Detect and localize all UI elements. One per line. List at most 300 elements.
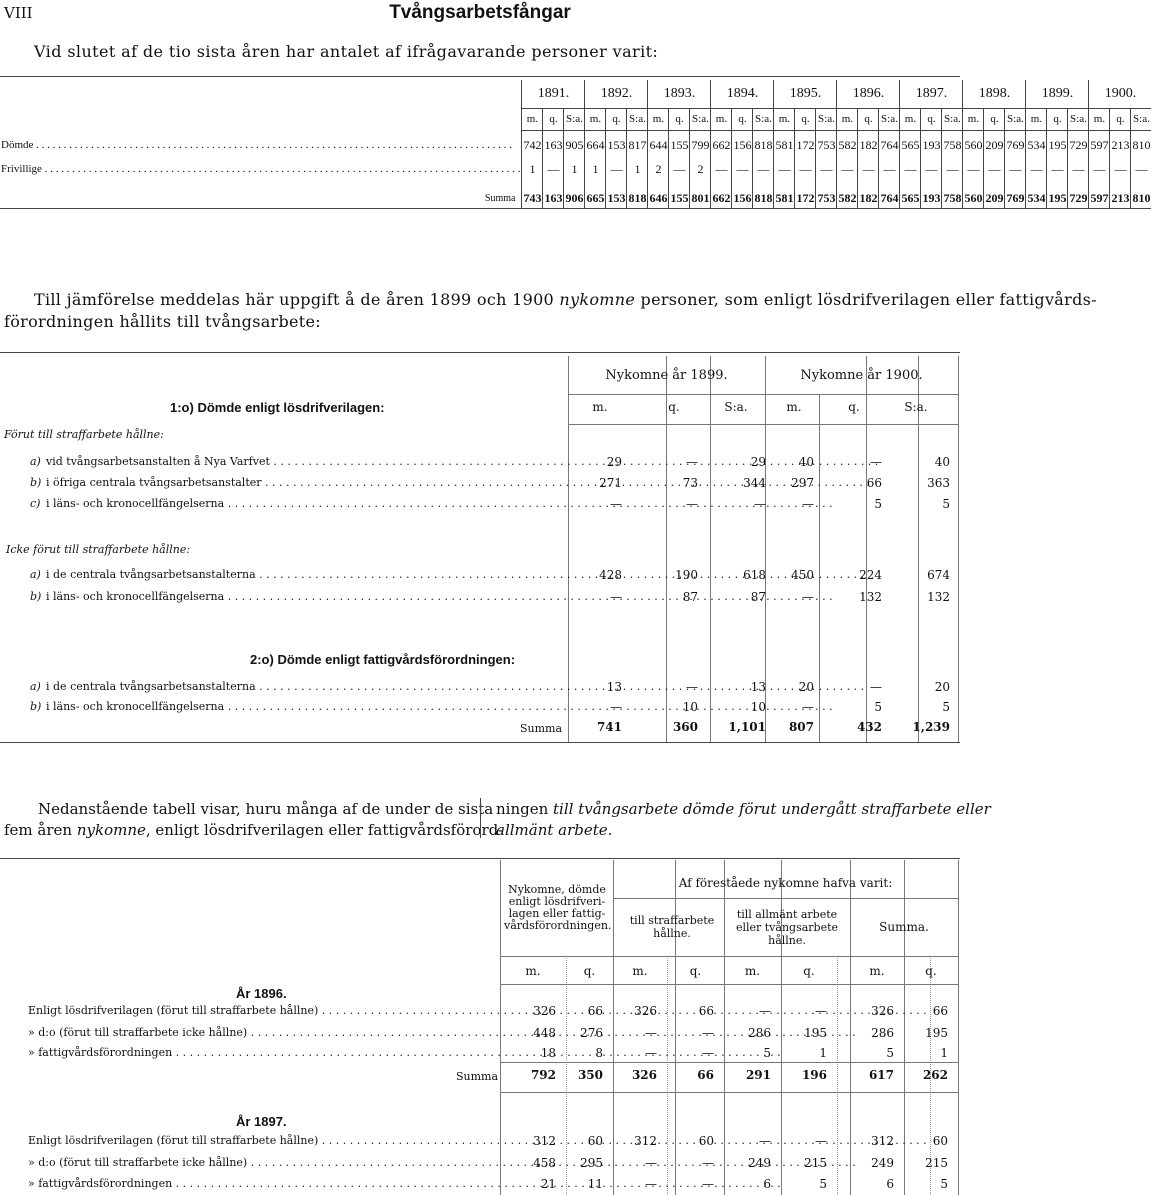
value-cell: — [645,1046,657,1060]
table-row [0,190,1151,208]
value-cell: 905 [564,130,585,160]
year-cell: 1896. [837,80,900,108]
value-cell: 286 [748,1026,771,1040]
value-cell: — [900,160,921,178]
value-cell: 182 [858,190,879,208]
value-cell: 209 [984,130,1005,160]
value-cell: 674 [927,568,950,582]
value-cell: 5 [874,497,882,511]
value-cell: 597 [1089,130,1110,160]
row-label [46,680,566,693]
header-straff: till straffarbete hållne. [629,914,715,940]
summa-cell: 326 [631,1068,657,1082]
value-cell: 769 [1005,130,1026,160]
value-cell: 729 [1068,190,1089,208]
row-tag: a) [30,680,41,693]
value-cell: 312 [533,1134,556,1148]
subheader-cell: S:a. [753,108,774,130]
value-cell: — [1005,160,1026,178]
year-cell: 1897. [900,80,963,108]
value-cell: 818 [753,190,774,208]
subheader-cell: S:a. [816,108,837,130]
value-cell: 10 [750,700,766,714]
header-nykomne: Nykomne, dömde enligt lösdrifveri-lagen eller fattig-vårdsförordningen. [504,883,612,932]
header-summa: Summa. [879,920,929,934]
value-cell: — [610,700,622,714]
value-cell: 662 [711,190,732,208]
value-cell: 743 [522,190,543,208]
value-cell: 644 [648,130,669,160]
summa-rule [500,1092,958,1093]
value-cell: 66 [932,1004,948,1018]
subheader-cell: q. [543,108,564,130]
summa-label: Summa [520,722,563,735]
value-cell: 312 [634,1134,657,1148]
value-cell: 153 [606,130,627,160]
subheader-cell: S:a. [627,108,648,130]
value-cell: 29 [750,455,766,469]
year-header-row [0,80,1151,108]
value-cell: 5 [942,497,950,511]
value-cell: — [816,160,837,178]
header-rule [568,394,958,395]
summa-cell: 350 [577,1068,603,1082]
spacer-row [0,178,1151,190]
value-cell: 20 [798,680,814,694]
value-cell: 742 [522,130,543,160]
value-cell: 799 [690,130,711,160]
value-cell: — [732,160,753,178]
subheader-cell: m. [525,964,541,978]
value-cell: 295 [580,1156,603,1170]
value-cell: 60 [587,1134,603,1148]
value-cell: 182 [858,130,879,160]
row-label-text: i öfriga centrala tvångsarbetsanstalter [46,476,262,489]
value-cell: 213 [1110,130,1131,160]
value-cell: 458 [533,1156,556,1170]
subheader-cell: m. [774,108,795,130]
value-cell: 193 [921,190,942,208]
value-cell: — [610,497,622,511]
value-cell: 215 [804,1156,827,1170]
value-cell: 156 [732,190,753,208]
paragraph-jamforelse-2: förordningen hållits till tvångsarbete: [4,312,321,331]
value-cell: — [686,455,698,469]
row-tag: c) [30,497,41,510]
value-cell: 21 [540,1177,556,1191]
bottom-rule [0,742,960,743]
rule [0,858,960,859]
subheader-cell: S:a. [564,108,585,130]
value-cell: — [686,680,698,694]
value-cell: 163 [543,190,564,208]
subheader-cell: m. [585,108,606,130]
value-cell: — [774,160,795,178]
row-label-text: » fattigvårdsförordningen [28,1046,173,1059]
year-cell: 1892. [585,80,648,108]
row-label [28,1046,498,1059]
value-cell: 276 [580,1026,603,1040]
value-cell: 13 [750,680,766,694]
row-label-text: i läns- och kronocellfängelserna [46,700,225,713]
row-label-text: Frivillige [1,163,42,175]
value-cell: 87 [750,590,766,604]
value-cell: 565 [900,130,921,160]
header-rule [613,898,958,899]
value-cell: — [702,1046,714,1060]
value-cell: 132 [927,590,950,604]
intro-text: Vid slutet af de tio sista åren har antalet af ifrågavarande personer varit: [34,42,659,61]
subheader-cell: S:a. [879,108,900,130]
value-cell: 5 [886,1046,894,1060]
summa-cell: 432 [856,720,882,734]
value-cell: 326 [871,1004,894,1018]
value-cell: — [815,1134,827,1148]
subheader-cell: q. [689,964,702,978]
value-cell: 249 [871,1156,894,1170]
value-cell: — [645,1177,657,1191]
value-cell: 8 [595,1046,603,1060]
value-cell: 195 [1047,130,1068,160]
value-cell: 1 [819,1046,827,1060]
value-cell: 209 [984,190,1005,208]
table-tio-ar [0,80,1151,209]
value-cell: — [1068,160,1089,178]
row-label [0,160,522,178]
value-cell: 155 [669,130,690,160]
subsection-forut: Förut till straffarbete hållne: [4,428,164,441]
row-label [46,455,566,468]
value-cell: 66 [587,1004,603,1018]
value-cell: 764 [879,130,900,160]
paragraph-right-2: allmänt arbete. [496,821,613,839]
value-cell: 753 [816,130,837,160]
value-cell: 2 [648,160,669,178]
value-cell: 581 [774,190,795,208]
subheader-cell: m. [744,964,761,978]
value-cell: 906 [564,190,585,208]
value-cell: 224 [859,568,882,582]
value-cell: 581 [774,130,795,160]
year-cell: 1899. [1026,80,1089,108]
row-tag: a) [30,568,41,581]
header-rule [568,424,958,425]
row-tag: b) [30,476,42,489]
year-cell: 1891. [522,80,585,108]
value-cell: 565 [900,190,921,208]
value-cell: — [870,455,882,469]
row-tag: b) [30,590,42,603]
row-label-text: Enligt lösdrifverilagen (förut till straffarbete hållne) [28,1004,319,1017]
value-cell: 60 [932,1134,948,1148]
subheader-cell: q. [732,108,753,130]
value-cell: 172 [795,190,816,208]
value-cell: 195 [1047,190,1068,208]
subheader-cell: q. [848,400,860,414]
value-cell: 5 [942,700,950,714]
rule [0,76,960,77]
header-1899: Nykomne år 1899. [605,368,728,383]
row-label [46,497,566,510]
value-cell: 40 [934,455,950,469]
value-cell: 664 [585,130,606,160]
summa-cell: 291 [745,1068,771,1082]
subheader-cell: m. [522,108,543,130]
rule [0,352,960,353]
summa-cell: 360 [672,720,698,734]
value-cell: — [610,590,622,604]
subheader-cell: q. [858,108,879,130]
value-cell: 60 [698,1134,714,1148]
row-label [28,1004,498,1017]
value-cell: 560 [963,190,984,208]
row-label-text: i läns- och kronocellfängelserna [46,497,225,510]
value-cell: 73 [682,476,698,490]
running-title: Tvångsarbetsfångar [389,2,571,23]
corner-cell [0,80,522,108]
value-cell: — [1047,160,1068,178]
value-cell: — [702,1026,714,1040]
value-cell: 810 [1131,190,1151,208]
page-number: VIII [4,4,33,22]
value-cell: 363 [927,476,950,490]
value-cell: 810 [1131,130,1151,160]
row-label [0,130,522,160]
value-cell: — [963,160,984,178]
column-line [958,356,959,742]
header-rule [500,984,958,985]
value-cell: — [942,160,963,178]
summa-rule [500,1062,958,1063]
value-cell: 286 [871,1026,894,1040]
value-cell: 172 [795,130,816,160]
value-cell: — [870,680,882,694]
subheader-cell: S:a. [1005,108,1026,130]
value-cell: 249 [748,1156,771,1170]
subheader-cell: S:a. [904,400,928,414]
value-cell: 213 [1110,190,1131,208]
row-label-text: i de centrala tvångsarbetsanstalterna [46,568,256,581]
row-label-text: Summa [484,193,516,205]
summa-cell: 66 [697,1068,714,1082]
value-cell: — [606,160,627,178]
value-cell: 66 [866,476,882,490]
subheader-cell: q. [795,108,816,130]
value-cell: 195 [925,1026,948,1040]
year-cell: 1893. [648,80,711,108]
value-cell: — [879,160,900,178]
value-cell: — [984,160,1005,178]
value-cell: 1 [940,1046,948,1060]
row-label [46,568,566,581]
value-cell: — [754,497,766,511]
row-label [28,1156,498,1169]
value-cell: — [686,497,698,511]
value-cell: 215 [925,1156,948,1170]
summa-cell: 1,101 [728,720,766,734]
value-cell: — [802,700,814,714]
subheader-row [0,108,1151,130]
divider [480,798,481,838]
value-cell: — [702,1177,714,1191]
value-cell: 5 [940,1177,948,1191]
subheader-cell: S:a. [1068,108,1089,130]
header-af: Af föreståede nykomne hafva varit: [678,876,893,890]
value-cell: 87 [682,590,698,604]
year-cell: 1898. [963,80,1026,108]
row-label-text: » d:o (förut till straffarbete icke hållne) [28,1156,248,1169]
row-label-text: » d:o (förut till straffarbete icke hållne) [28,1026,248,1039]
value-cell: 1 [522,160,543,178]
value-cell: — [837,160,858,178]
value-cell: 1 [564,160,585,178]
row-label-text: Dömde [1,139,34,151]
value-cell: — [702,1156,714,1170]
value-cell: — [921,160,942,178]
value-cell: — [1026,160,1047,178]
value-cell: 534 [1026,190,1047,208]
value-cell: 817 [627,130,648,160]
subheader-cell: m. [869,964,885,978]
value-cell: 597 [1089,190,1110,208]
value-cell: 662 [711,130,732,160]
subheader-cell: q. [803,964,815,978]
value-cell: 326 [634,1004,657,1018]
subheader-cell: m. [592,400,608,414]
value-cell: 534 [1026,130,1047,160]
row-label [46,590,566,603]
row-label [0,190,522,208]
value-cell: 195 [804,1026,827,1040]
summa-label: Summa [456,1070,499,1083]
value-cell: — [1089,160,1110,178]
value-cell: 2 [690,160,711,178]
subheader-cell: m. [1089,108,1110,130]
value-cell: 818 [753,130,774,160]
row-tag: b) [30,700,42,713]
row-label-text: i de centrala tvångsarbetsanstalterna [46,680,256,693]
value-cell: 326 [533,1004,556,1018]
value-cell: 729 [1068,130,1089,160]
value-cell: — [543,160,564,178]
value-cell: 312 [871,1134,894,1148]
subheader-cell: m. [837,108,858,130]
value-cell: 40 [798,455,814,469]
value-cell: 153 [606,190,627,208]
subheader-cell: q. [668,400,680,414]
value-cell: — [802,590,814,604]
value-cell: — [815,1004,827,1018]
table-row [0,130,1151,160]
value-cell: — [645,1156,657,1170]
value-cell: 618 [743,568,766,582]
paragraph-right-1: ningen till tvångsarbete dömde förut undergått straffarbete eller [496,800,991,818]
column-line [958,860,959,1195]
value-cell: 156 [732,130,753,160]
value-cell: 132 [859,590,882,604]
summa-cell: 807 [788,720,814,734]
row-label-text: » fattigvårdsförordningen [28,1177,173,1190]
value-cell: 818 [627,190,648,208]
row-label-text: vid tvångsarbetsanstalten å Nya Varfvet [46,455,270,468]
subheader-cell: q. [583,964,596,978]
year-cell: 1894. [711,80,774,108]
value-cell: — [669,160,690,178]
value-cell: 428 [599,568,622,582]
subheader-cell: m. [900,108,921,130]
value-cell: 665 [585,190,606,208]
subheader-cell: q. [921,108,942,130]
value-cell: — [1131,160,1151,178]
row-label [28,1134,498,1147]
value-cell: 560 [963,130,984,160]
row-tag: a) [30,455,41,468]
subheader-cell: q. [669,108,690,130]
value-cell: 1 [627,160,648,178]
value-cell: 29 [606,455,622,469]
value-cell: — [753,160,774,178]
value-cell: 5 [763,1046,771,1060]
row-label-text: Enligt lösdrifverilagen (förut till straffarbete hållne) [28,1134,319,1147]
row-label [46,700,566,713]
year-1896: År 1896. [236,986,287,1001]
value-cell: 155 [669,190,690,208]
section-title-2: 2:o) Dömde enligt fattigvårdsförordningen: [250,652,516,667]
subheader-cell: S:a. [724,400,748,414]
value-cell: — [1110,160,1131,178]
year-cell: 1900. [1089,80,1151,108]
subheader-cell: q. [606,108,627,130]
value-cell: 5 [874,700,882,714]
value-cell: — [645,1026,657,1040]
summa-cell: 617 [868,1068,894,1082]
row-label [28,1177,498,1190]
subheader-cell: q. [925,964,937,978]
value-cell: 801 [690,190,711,208]
value-cell: 10 [682,700,698,714]
corner-cell [0,108,522,130]
value-cell: 271 [599,476,622,490]
value-cell: 66 [698,1004,714,1018]
header-allm: till allmänt arbete eller tvångsarbete hållne. [735,908,839,947]
subheader-cell: S:a. [690,108,711,130]
value-cell: 646 [648,190,669,208]
header-rule [500,956,958,957]
value-cell: — [759,1004,771,1018]
summa-cell: 1,239 [912,720,950,734]
subheader-cell: S:a. [1131,108,1151,130]
value-cell: 450 [791,568,814,582]
value-cell: 13 [606,680,622,694]
subheader-cell: m. [1026,108,1047,130]
paragraph-jamforelse: Till jämförelse meddelas här uppgift å de åren 1899 och 1900 nykomne personer, som enligt lösdrifverilagen eller fattigvårds- [34,290,1097,309]
value-cell: 764 [879,190,900,208]
value-cell: 297 [791,476,814,490]
year-1897: År 1897. [236,1114,287,1129]
row-label [46,476,566,489]
value-cell: 20 [934,680,950,694]
value-cell: 344 [743,476,766,490]
row-label [28,1026,498,1039]
section-title-1: 1:o) Dömde enligt lösdrifverilagen: [170,400,385,415]
subheader-cell: m. [963,108,984,130]
value-cell: 582 [837,190,858,208]
table-row [0,160,1151,178]
value-cell: 1 [585,160,606,178]
subheader-cell: m. [711,108,732,130]
subheader-cell: m. [632,964,648,978]
summa-cell: 196 [801,1068,827,1082]
